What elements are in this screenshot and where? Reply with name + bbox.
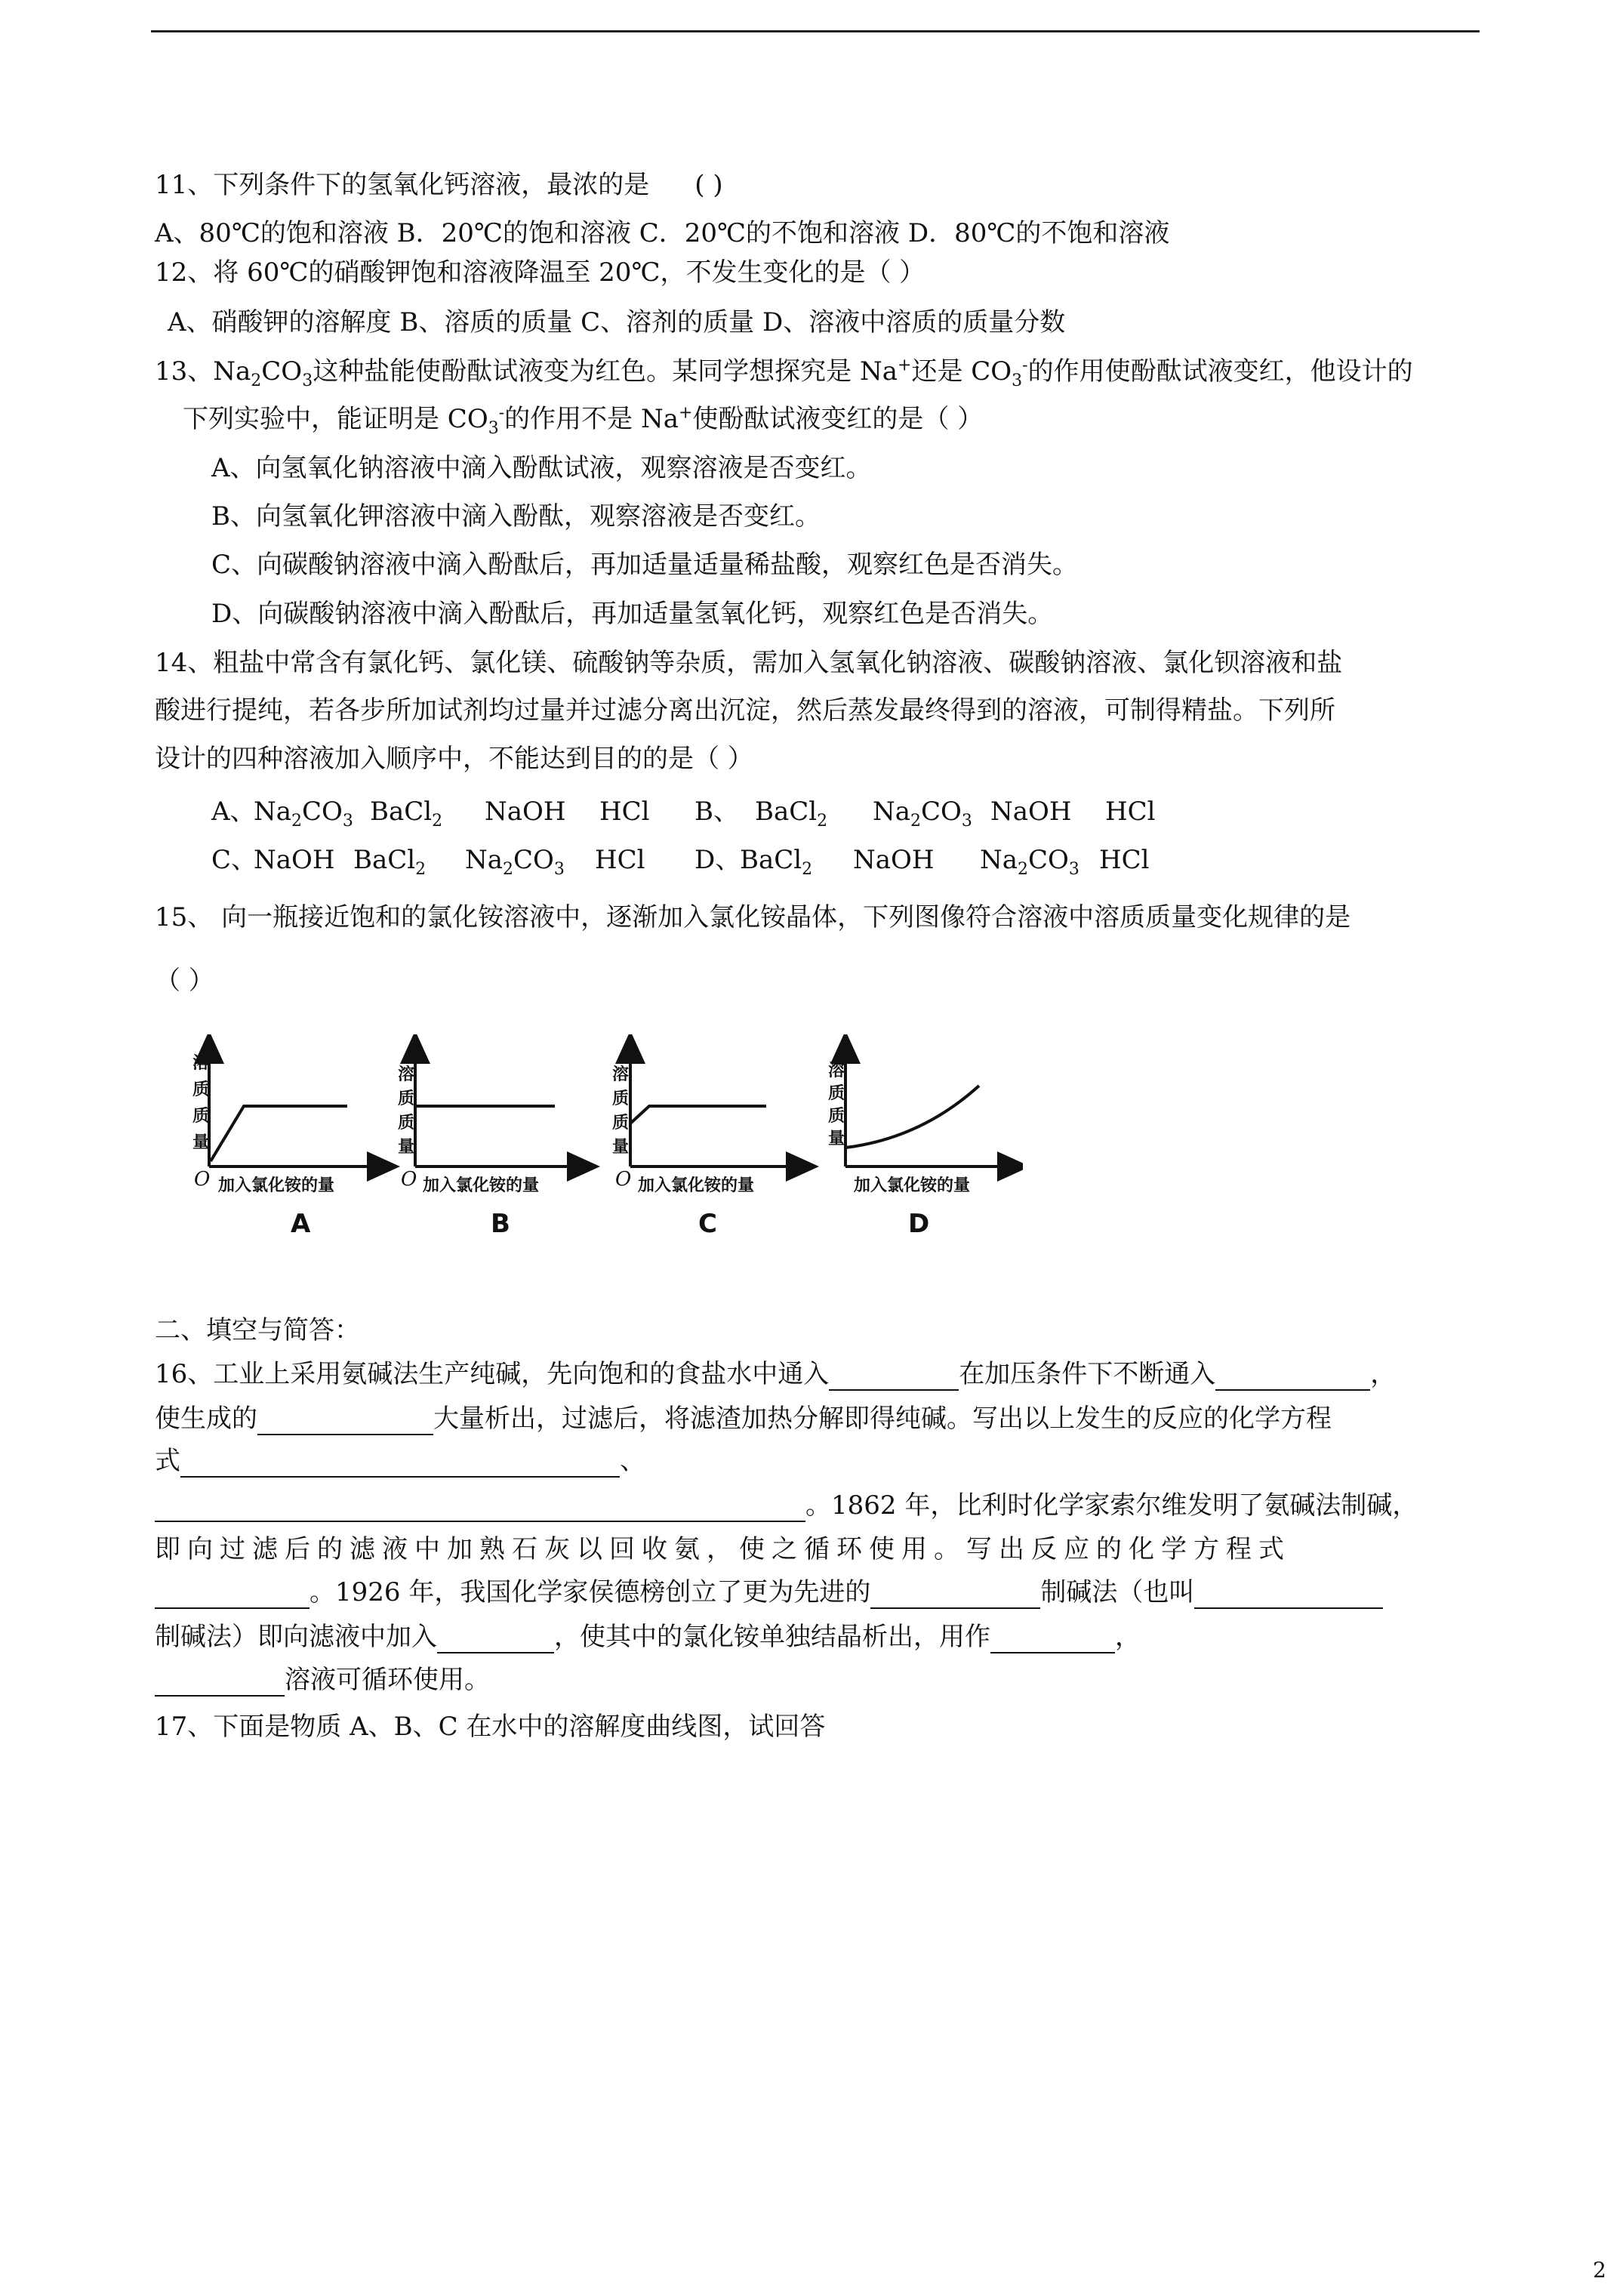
question-15-stem: 15、 向一瓶接近饱和的氯化铵溶液中，逐渐加入氯化铵晶体，下列图像符合溶液中溶质质量变化规律的是: [155, 902, 1351, 932]
graph-a-ylabel-2: 质: [192, 1080, 210, 1099]
question-16-line6: 。1926 年，我国化学家侯德榜创立了更为先进的 制碱法（也叫: [155, 1576, 1383, 1609]
question-13-option-c: C、向碳酸钠溶液中滴入酚酞后，再加适量适量稀盐酸，观察红色是否消失。: [211, 550, 1079, 580]
page-number: 2: [1593, 2257, 1606, 2282]
answer-blank-4[interactable]: [180, 1447, 620, 1478]
graph-c-xlabel: 加入氯化铵的量: [638, 1176, 755, 1195]
question-14-stem-line3: 设计的四种溶液加入顺序中，不能达到目的的是（ ）: [155, 744, 753, 774]
question-15-answer-paren: （ ）: [155, 966, 214, 996]
graph-b-origin: O: [401, 1168, 417, 1191]
question-13-option-a: A、向氢氧化钠溶液中滴入酚酞试液，观察溶液是否变红。: [211, 453, 872, 483]
graph-d-letter: D: [908, 1209, 930, 1239]
question-16-line7: 制碱法）即向滤液中加入 ，使其中的氯化铵单独结晶析出，用作 ，: [155, 1622, 1141, 1652]
question-16-line1: 16、工业上采用氨碱法生产纯碱，先向饱和的食盐水中通入 在加压条件下不断通入 ，: [155, 1359, 1397, 1389]
graph-b: [398, 1046, 585, 1239]
question-13-stem-line2: 下列实验中，能证明是 $CO_3^-$的作用不是 Na+使酚酞试液变红的是（ ）: [183, 403, 984, 438]
graph-d-xlabel: 加入氯化铵的量: [854, 1176, 971, 1195]
graph-a-curve: [211, 1106, 347, 1161]
graph-d-curve: [845, 1086, 979, 1148]
graph-b-ylabel-3: 质: [398, 1114, 415, 1133]
answer-blank-10[interactable]: [990, 1623, 1115, 1653]
solute-mass-graphs: [192, 1034, 1023, 1261]
answer-blank-6[interactable]: [155, 1579, 310, 1609]
graph-a-xlabel: 加入氯化铵的量: [218, 1176, 335, 1195]
graph-d-ylabel-4: 量: [828, 1130, 845, 1148]
question-16-line5: 即向过滤后的滤液中加熟石灰以回收氨，使之循环使用。写出反应的化学方程式: [155, 1534, 1291, 1564]
graph-a-origin: O: [194, 1168, 211, 1191]
graph-c-ylabel-4: 量: [612, 1138, 630, 1157]
answer-blank-11[interactable]: [155, 1666, 285, 1697]
question-13-option-b: B、向氢氧化钾溶液中滴入酚酞，观察溶液是否变红。: [211, 501, 821, 532]
question-17-stem: 17、下面是物质 A、B、C 在水中的溶解度曲线图，试回答: [155, 1712, 826, 1742]
graph-c-letter: C: [698, 1209, 717, 1239]
graphs-svg: [192, 1034, 1023, 1261]
graph-b-letter: B: [491, 1209, 510, 1239]
top-rule: [151, 30, 1480, 32]
graph-c-origin: O: [615, 1168, 632, 1191]
answer-blank-7[interactable]: [870, 1579, 1040, 1609]
answer-blank-1[interactable]: [829, 1361, 959, 1391]
graph-d-ylabel-2: 质: [828, 1084, 845, 1103]
graph-a-ylabel-1: 溶: [192, 1054, 210, 1073]
question-16-line8: 溶液可循环使用。: [155, 1663, 490, 1697]
answer-blank-8[interactable]: [1194, 1579, 1383, 1609]
question-16-line3: 式 、: [155, 1446, 645, 1476]
graph-b-xlabel: 加入氯化铵的量: [423, 1176, 540, 1195]
question-13-option-d: D、向碳酸钠溶液中滴入酚酞后，再加适量氢氧化钙，观察红色是否消失。: [211, 599, 1054, 629]
graph-c: [612, 1046, 804, 1239]
question-13-stem-line1: 13、$Na_2CO_3$这种盐能使酚酞试液变为红色。某同学想探究是 Na+还是 $CO_3^-$的作用使酚酞试液变红，他设计的: [155, 356, 1413, 390]
answer-blank-5[interactable]: [155, 1492, 805, 1522]
graph-c-ylabel-3: 质: [612, 1114, 630, 1133]
question-16-line2: 使生成的 大量析出，过滤后，将滤渣加热分解即得纯碱。写出以上发生的反应的化学方程: [155, 1404, 1332, 1434]
question-14-stem-line2: 酸进行提纯，若各步所加试剂均过量并过滤分离出沉淀，然后蒸发最终得到的溶液，可制得精盐。下列所: [155, 695, 1335, 726]
question-11-stem: 11、下列条件下的氢氧化钙溶液，最浓的是 ( ): [155, 170, 723, 200]
question-14-stem-line1: 14、粗盐中常含有氯化钙、氯化镁、硫酸钠等杂质，需加入氢氧化钠溶液、碳酸钠溶液、氯化钡溶液和盐: [155, 648, 1343, 678]
graph-c-ylabel-1: 溶: [612, 1065, 630, 1084]
graph-d: [828, 1046, 1015, 1239]
graph-a-letter: A: [291, 1209, 311, 1239]
answer-blank-9[interactable]: [437, 1623, 554, 1653]
answer-blank-3[interactable]: [257, 1405, 433, 1435]
graph-a: [192, 1046, 385, 1239]
graph-d-ylabel-1: 溶: [828, 1062, 845, 1080]
question-12-stem: 12、将 60℃的硝酸钾饱和溶液降温至 20℃，不发生变化的是（ ）: [155, 257, 925, 288]
section-2-title: 二、填空与简答：: [155, 1315, 360, 1345]
answer-blank-2[interactable]: [1215, 1361, 1370, 1391]
question-12-options: A、硝酸钾的溶解度 B、溶质的质量 C、溶剂的质量 D、溶液中溶质的质量分数: [168, 307, 1066, 337]
graph-d-ylabel-3: 质: [828, 1107, 845, 1126]
graph-b-ylabel-2: 质: [398, 1089, 415, 1108]
question-11-options: A、80℃的饱和溶液 B．20℃的饱和溶液 C．20℃的不饱和溶液 D．80℃的不饱和溶液: [155, 218, 1170, 248]
graph-c-ylabel-2: 质: [612, 1089, 630, 1108]
graph-a-ylabel-3: 质: [192, 1107, 210, 1126]
question-16-line4: 。1862 年，比利时化学家索尔维发明了氨碱法制碱，: [155, 1489, 1418, 1522]
graph-b-ylabel-4: 量: [398, 1138, 415, 1157]
graph-c-curve: [630, 1106, 766, 1123]
graph-a-ylabel-4: 量: [192, 1133, 210, 1152]
graph-b-ylabel-1: 溶: [398, 1065, 415, 1084]
